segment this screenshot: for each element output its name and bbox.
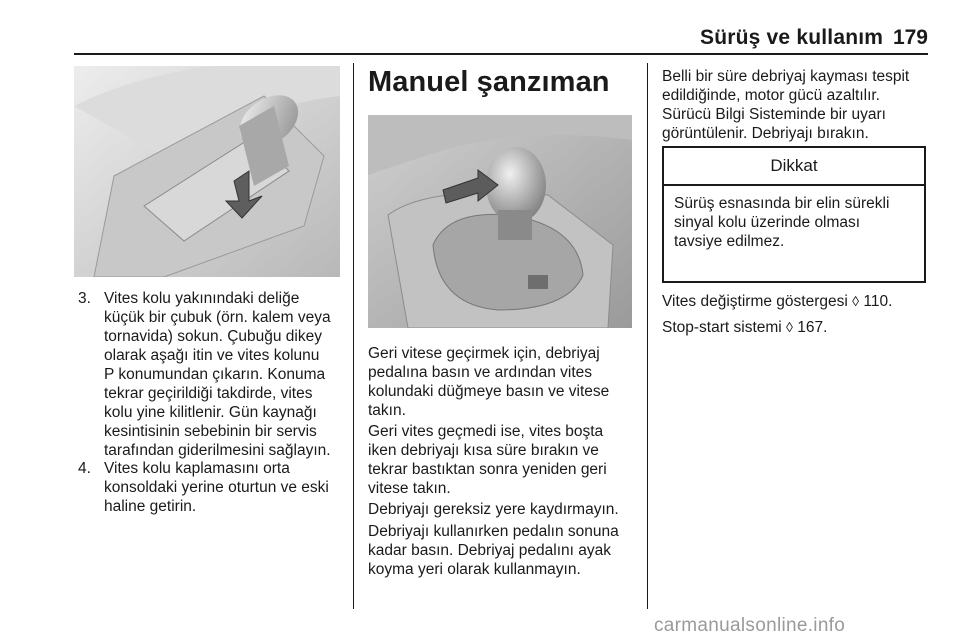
caution-body [664,186,924,259]
text-line: edildiğinde, motor gücü azaltılır. [662,87,880,104]
chapter-title: Sürüş ve kullanım [700,26,884,49]
text-line: Belli bir süre debriyaj kayması tespit [662,68,910,85]
paragraph-clutch-slip [368,500,638,519]
text-line: tekrar bastıktan sonra yeniden geri [368,461,607,478]
header-divider [74,53,928,55]
column-divider-left [353,63,354,609]
reference-shift-indicator[interactable] [662,292,932,311]
text-line: Debriyajı kullanırken pedalın sonuna [368,523,619,540]
manual-gear-lever-illustration [368,115,632,328]
step-number: 3. [78,290,91,307]
manual-gear-lever-photo [368,115,632,328]
page-header [0,0,960,60]
paragraph-clutch-warning [662,67,932,143]
step-3 [78,289,340,460]
text-line: Sürücü Bilgi Sisteminde bir uyarı [662,106,886,123]
step-line: olarak aşağı itin ve vites kolunu [104,347,320,364]
watermark-text: carmanualsonline.info [654,615,846,636]
page-ref-icon: ◊ [786,319,793,335]
text-line: pedalına basın ve ardından vites [368,364,593,381]
step-line: Vites kolu yakınındaki deliğe [104,290,300,307]
step-line: kesintisinin sebebinin bir servis [104,423,317,440]
step-line: haline getirin. [104,498,197,515]
step-line: P konumundan çıkarın. Konuma [104,366,326,383]
step-line: konsoldaki yerine oturtun ve eski [104,479,329,496]
section-title: Manuel şanzıman [368,66,610,98]
text-line: takın. [368,402,406,419]
shift-lever-illustration [74,66,340,277]
step-number: 4. [78,460,91,477]
reference-stop-start[interactable] [662,318,932,337]
step-line: tarafından giderilmesini sağlayın. [104,442,331,459]
caution-box [662,146,926,283]
paragraph-reverse-retry [368,422,638,498]
reference-page[interactable]: 167. [797,319,828,336]
text-line: koyma yeri olarak kullanmayın. [368,561,581,578]
reference-page[interactable]: 110. [863,293,893,310]
text-line: Geri vitese geçirmek için, debriyaj [368,345,600,362]
step-line: Vites kolu kaplamasını orta [104,460,290,477]
paragraph-clutch-use [368,522,638,579]
text-line: görüntülenir. Debriyajı bırakın. [662,125,869,142]
step-line: tornavida) sokun. Çubuğu dikey [104,328,322,345]
text-line: Sürüş esnasında bir elin sürekli [674,195,890,212]
text-line: Debriyajı gereksiz yere kaydırmayın. [368,501,619,518]
text-line: vitese takın. [368,480,451,497]
page-number: 179 [892,26,928,49]
step-4 [78,459,340,516]
step-line: küçük bir çubuk (örn. kalem veya [104,309,331,326]
text-line: sinyal kolu üzerinde olması [674,214,861,231]
page-ref-icon: ◊ [852,293,860,309]
step-line: kolu yine kilitlenir. Gün kaynağı [104,404,317,421]
text-line: Geri vites geçmedi ise, vites boşta [368,423,604,440]
column-divider-right [647,63,648,609]
paragraph-reverse-gear [368,344,638,420]
reference-text: Stop-start sistemi [662,319,782,336]
text-line: iken debriyajı kısa süre bırakın ve [368,442,599,459]
text-line: tavsiye edilmez. [674,233,785,250]
caution-heading: Dikkat [664,148,924,186]
text-line: kolundaki düğmeye basın ve vitese [368,383,610,400]
step-line: tekrar geçirildiği takdirde, vites [104,385,313,402]
reference-text: Vites değiştirme göstergesi [662,293,848,310]
text-line: kadar basın. Debriyaj pedalını ayak [368,542,611,559]
shift-lever-photo [74,66,340,277]
